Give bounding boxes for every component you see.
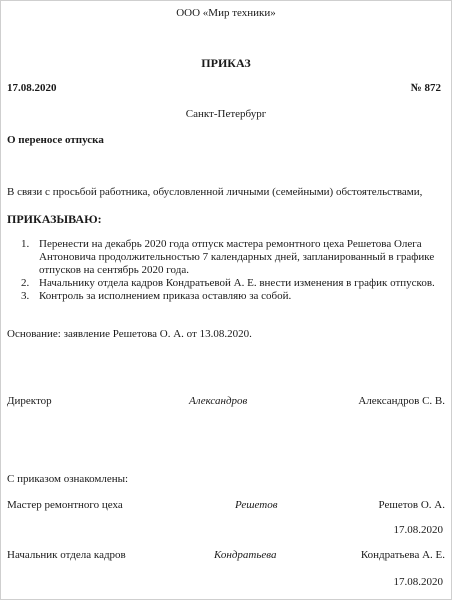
list-item [21,290,451,303]
order-word: ПРИКАЗЫВАЮ: [7,212,102,226]
familiarized-row [7,549,445,563]
city: Санкт-Петербург [185,108,267,120]
order-date: 17.08.2020 [7,82,57,94]
director-signature: Александров [189,395,248,407]
employee-name: Кондратьева А. Е. [360,549,445,561]
list-item-number: 3. [21,290,30,302]
list-item-text: Начальнику отдела кадров Кондратьевой А. Е. внести изменения в график отпусков. [39,277,435,289]
organization-name: ООО «Мир техники» [176,7,276,19]
order-subject: О переносе отпуска [7,134,104,146]
list-item-number: 1. [21,238,30,250]
list-item [21,238,451,277]
employee-position: Мастер ремонтного цеха [7,499,123,511]
intro-text: В связи с просьбой работника, обусловленной личными (семейными) обстоятельствами, [7,186,423,198]
order-items-list [21,238,451,303]
document-title: ПРИКАЗ [201,56,251,70]
list-item [21,277,451,290]
familiarized-row [7,499,445,513]
director-signature-row [7,395,445,409]
employee-position: Начальник отдела кадров [7,549,126,561]
list-item-number: 2. [21,277,30,289]
basis-text: Основание: заявление Решетова О. А. от 13.08.2020. [7,328,252,340]
employee-signature: Кондратьева [214,549,277,561]
employee-name: Решетов О. А. [378,499,445,511]
familiarization-date: 17.08.2020 [393,524,443,536]
director-name: Александров С. В. [358,395,445,407]
familiarized-heading: С приказом ознакомлены: [7,473,129,485]
order-number: № 872 [410,82,441,94]
familiarization-date: 17.08.2020 [393,576,443,588]
list-item-text: Перенести на декабрь 2020 года отпуск мастера ремонтного цеха Решетова Олега Антоновича продолжительностью 7 календарных дней, запланированный в графике отпусков на сентябрь 2020 года. [39,238,435,276]
employee-signature: Решетов [235,499,278,511]
director-position: Директор [7,395,52,407]
list-item-text: Контроль за исполнением приказа оставляю за собой. [39,290,292,302]
